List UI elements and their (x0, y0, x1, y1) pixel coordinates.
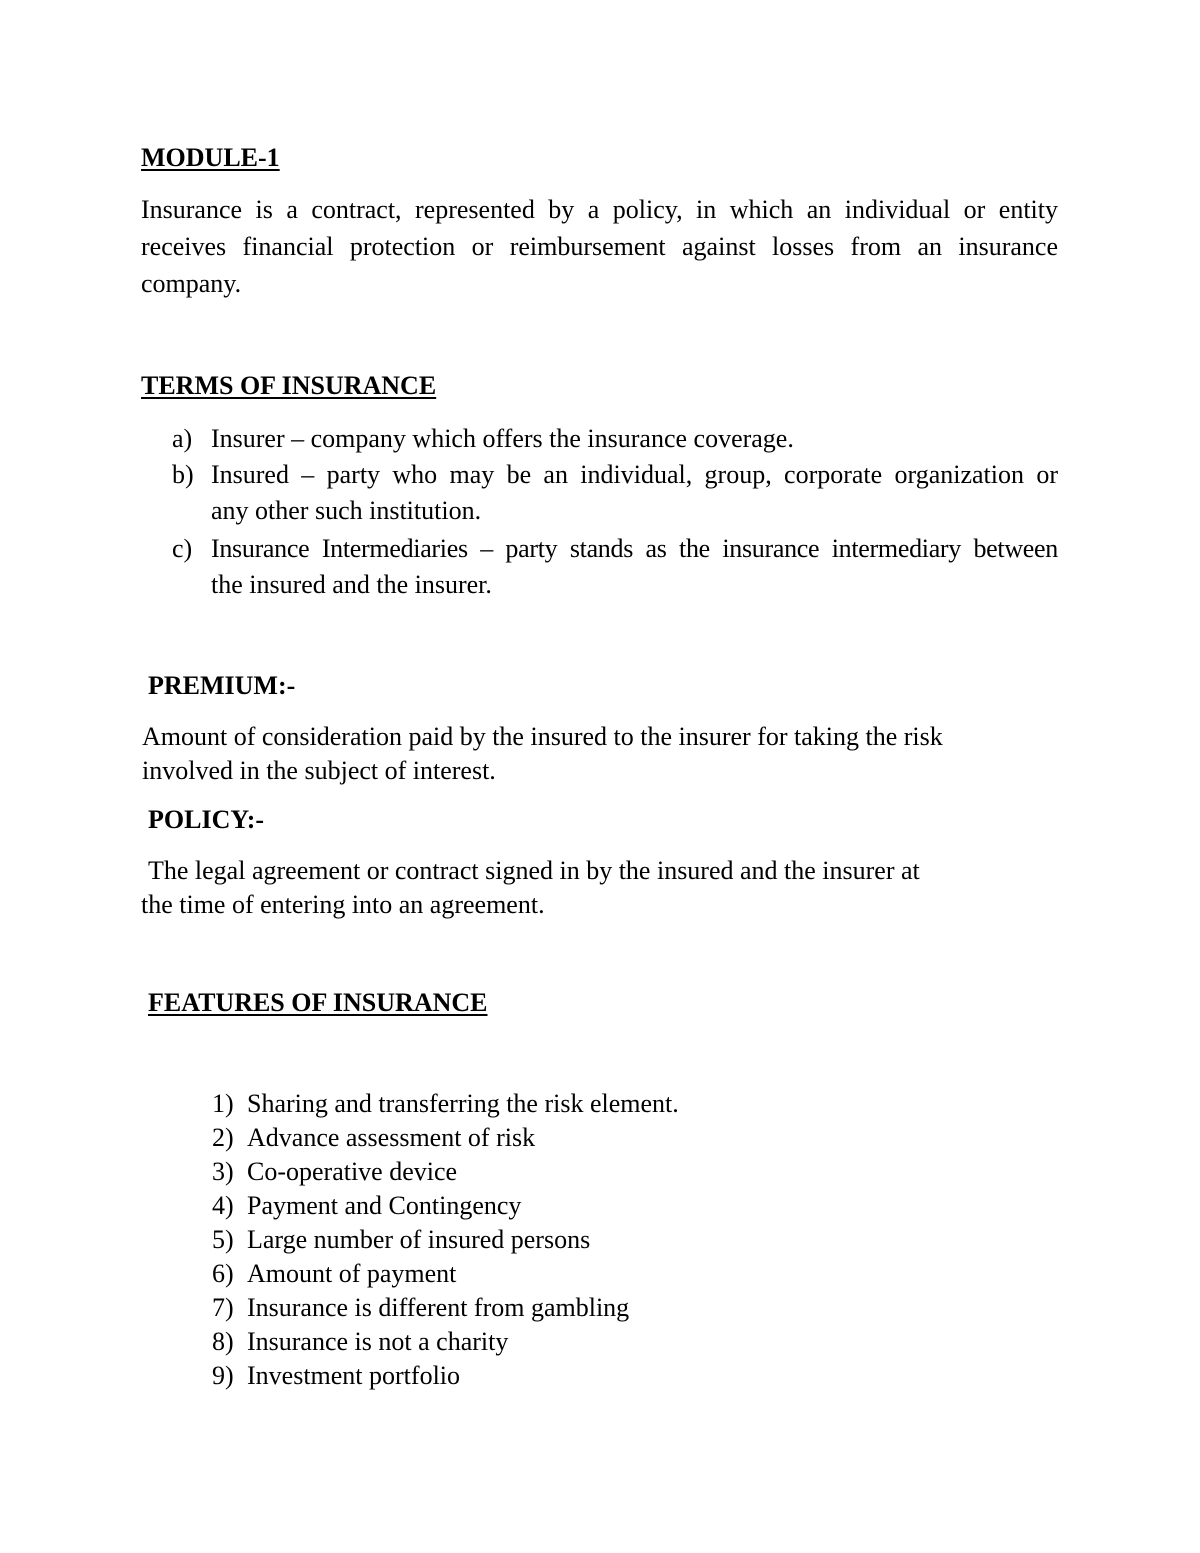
list-item-text: Payment and Contingency (247, 1191, 522, 1220)
list-item-text: Insurance is not a charity (247, 1327, 509, 1356)
intro-line: company. (141, 269, 242, 298)
list-item-text: the insured and the insurer. (211, 570, 492, 599)
list-marker: 6) (212, 1259, 234, 1288)
features-list-item (212, 1120, 912, 1156)
terms-heading: TERMS OF INSURANCE (141, 371, 437, 400)
terms-list-item (172, 421, 1072, 457)
list-marker: 8) (212, 1327, 234, 1356)
features-list-item (212, 1358, 912, 1394)
features-list-item (212, 1290, 912, 1326)
list-item-text: Insurance Intermediaries – party stands as the insurance intermediary between (211, 534, 1058, 563)
features-heading: FEATURES OF INSURANCE (148, 988, 488, 1017)
list-marker: 2) (212, 1123, 234, 1152)
list-marker: c) (172, 534, 193, 563)
list-marker: 3) (212, 1157, 234, 1186)
features-list-item (212, 1154, 912, 1190)
list-marker: 9) (212, 1361, 234, 1390)
list-item-text: Insurer – company which offers the insurance coverage. (211, 424, 794, 453)
list-item-text: Insured – party who may be an individual, group, corporate organization or (211, 460, 1058, 489)
features-list-item (212, 1222, 912, 1258)
intro-line: receives financial protection or reimbursement against losses from an insurance (141, 232, 1058, 261)
list-marker: 1) (212, 1089, 234, 1118)
list-item-text: Sharing and transferring the risk element. (247, 1089, 679, 1118)
list-item-text: Co-operative device (247, 1157, 458, 1186)
features-list-item (212, 1188, 912, 1224)
premium-text-line: Amount of consideration paid by the insured to the insurer for taking the risk (142, 722, 943, 751)
policy-text-line: The legal agreement or contract signed in by the insured and the insurer at (148, 856, 920, 885)
list-item-text: Amount of payment (247, 1259, 457, 1288)
list-item-text: any other such institution. (211, 496, 482, 525)
intro-line: Insurance is a contract, represented by a policy, in which an individual or entity (141, 195, 1058, 224)
policy-text-line: the time of entering into an agreement. (141, 890, 545, 919)
list-marker: a) (172, 424, 193, 453)
list-item-text: Advance assessment of risk (247, 1123, 536, 1152)
list-item-text: Investment portfolio (247, 1361, 461, 1390)
features-list-item (212, 1086, 912, 1122)
list-item-text: Insurance is different from gambling (247, 1293, 630, 1322)
list-marker: 7) (212, 1293, 234, 1322)
features-list-item (212, 1256, 912, 1292)
list-marker: b) (172, 460, 194, 489)
premium-heading: PREMIUM:- (148, 671, 296, 700)
features-list-item (212, 1324, 912, 1360)
policy-heading: POLICY:- (148, 805, 265, 834)
premium-text-line: involved in the subject of interest. (142, 756, 496, 785)
list-marker: 4) (212, 1191, 234, 1220)
list-item-text: Large number of insured persons (247, 1225, 591, 1254)
terms-list-item (172, 531, 1072, 603)
terms-list-item (172, 457, 1072, 529)
module-title: MODULE-1 (141, 143, 280, 172)
list-marker: 5) (212, 1225, 234, 1254)
